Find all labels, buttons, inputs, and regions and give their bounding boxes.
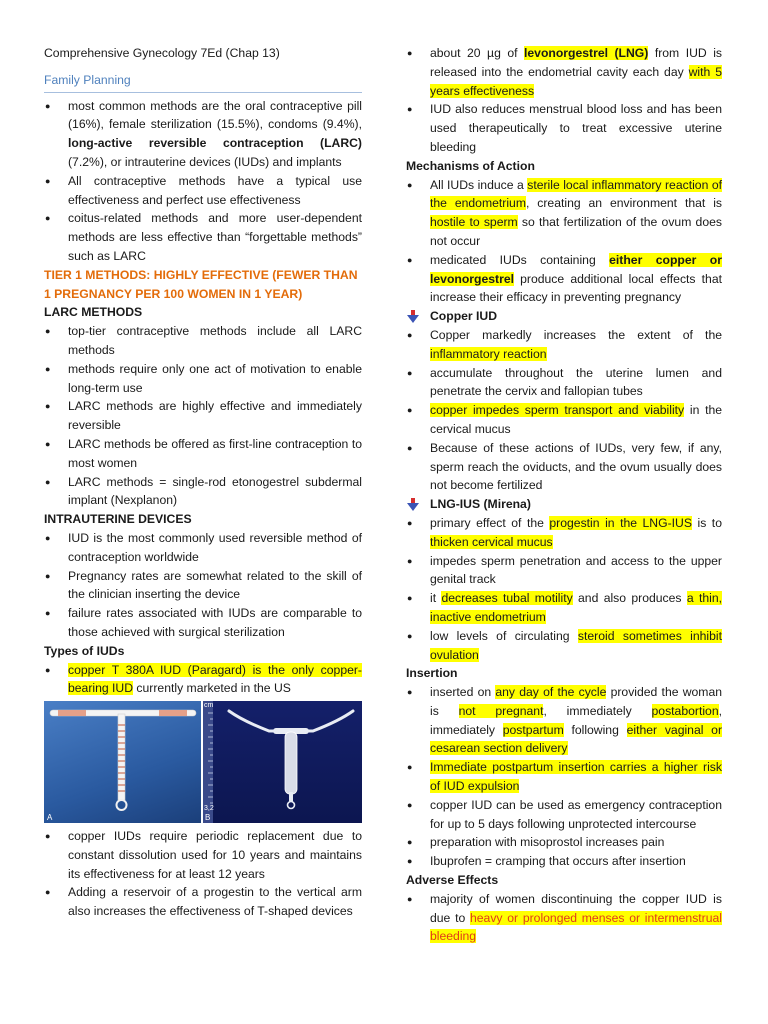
ruler-unit-label: cm bbox=[204, 702, 214, 710]
right-column bbox=[406, 44, 722, 946]
list-item: ● LARC methods = single-rod etonogestrel subdermal implant (Nexplanon) bbox=[44, 473, 362, 511]
insertion-list bbox=[406, 683, 722, 871]
figure-label-b: B bbox=[205, 813, 211, 823]
list-item: ● Pregnancy rates are somewhat related to the skill of the clinician inserting the device bbox=[44, 567, 362, 605]
types-list bbox=[44, 661, 362, 699]
list-item: ● it decreases tubal motility and also produces a thin, inactive endometrium bbox=[406, 589, 722, 627]
list-item: ● Ibuprofen = cramping that occurs after insertion bbox=[406, 852, 722, 871]
list-item: ● LARC methods are highly effective and immediately reversible bbox=[44, 397, 362, 435]
adverse-heading: Adverse Effects bbox=[406, 873, 499, 888]
moa-heading: Mechanisms of Action bbox=[406, 158, 535, 173]
list-item: ● primary effect of the progestin in the LNG-IUS is to thicken cervical mucus bbox=[406, 514, 722, 552]
list-item: ● Immediate postpartum insertion carries a higher risk of IUD expulsion bbox=[406, 758, 722, 796]
list-item: ● All IUDs induce a sterile local inflammatory reaction of the endometrium, creating an environment that is hostile to sperm so that fertilization of the ovum does not occur bbox=[406, 176, 722, 251]
lng-list bbox=[406, 44, 722, 157]
left-column bbox=[44, 44, 362, 921]
copper-list bbox=[406, 326, 722, 495]
types-list-continued bbox=[44, 827, 362, 921]
document-title: Comprehensive Gynecology 7Ed (Chap 13) bbox=[44, 46, 280, 60]
copper-t-iud-illustration bbox=[44, 701, 201, 823]
arrow-down-icon bbox=[407, 310, 419, 323]
larc-heading: LARC METHODS bbox=[44, 305, 143, 320]
arrow-down-icon bbox=[407, 498, 419, 511]
list-item: ● coitus-related methods and more user-dependent methods are less effective than “forgettable methods” such as LARC bbox=[44, 209, 362, 265]
list-item: ● failure rates associated with IUDs are comparable to those achieved with surgical sterilization bbox=[44, 604, 362, 642]
list-item: ● inserted on any day of the cycle provided the woman is not pregnant, immediately postabortion, immediately postpartum following either vaginal or cesarean section delivery bbox=[406, 683, 722, 758]
list-item: ● Copper markedly increases the extent of the inflammatory reaction bbox=[406, 326, 722, 364]
lng-ius-list bbox=[406, 514, 722, 664]
ruler-value-label: 3,2 bbox=[204, 805, 214, 813]
list-item: ● All contraceptive methods have a typical use effectiveness and perfect use effectiveness bbox=[44, 172, 362, 210]
adverse-list bbox=[406, 890, 722, 946]
types-heading: Types of IUDs bbox=[44, 643, 125, 658]
iud-figure bbox=[44, 701, 362, 823]
iud-heading: INTRAUTERINE DEVICES bbox=[44, 512, 192, 527]
list-item: ● IUD is the most commonly used reversible method of contraception worldwide bbox=[44, 529, 362, 567]
copper-iud-heading: Copper IUD bbox=[406, 307, 722, 326]
list-item: ● methods require only one act of motivation to enable long-term use bbox=[44, 360, 362, 398]
list-item: ● most common methods are the oral contraceptive pill (16%), female sterilization (15.5%), condoms (9.4%), long-active reversible contraception (LARC) (7.2%), or intrauterine devices (IUDs) and implants bbox=[44, 97, 362, 172]
list-item: ● copper IUDs require periodic replacement due to constant dissolution used for 10 years and maintains its effectiveness for at least 12 years bbox=[44, 827, 362, 883]
iud-list bbox=[44, 529, 362, 642]
lng-ius-heading: LNG-IUS (Mirena) bbox=[406, 495, 722, 514]
list-item: ● top-tier contraceptive methods include all LARC methods bbox=[44, 322, 362, 360]
list-item: ● majority of women discontinuing the copper IUD is due to heavy or prolonged menses or intermenstrual bleeding bbox=[406, 890, 722, 946]
larc-list bbox=[44, 322, 362, 510]
list-item: ● impedes sperm penetration and access to the upper genital track bbox=[406, 552, 722, 590]
copper-t-iud-image bbox=[44, 701, 201, 823]
list-item: ● copper impedes sperm transport and viability in the cervical mucus bbox=[406, 401, 722, 439]
intro-list bbox=[44, 97, 362, 266]
lng-ius-image bbox=[203, 701, 362, 823]
tier-heading: TIER 1 METHODS: HIGHLY EFFECTIVE (FEWER THAN 1 PREGNANCY PER 100 WOMEN IN 1 YEAR) bbox=[44, 267, 358, 301]
list-item: ● copper IUD can be used as emergency contraception for up to 5 days following unprotected intercourse bbox=[406, 796, 722, 834]
lng-ius-illustration bbox=[203, 701, 362, 823]
list-item: ● Adding a reservoir of a progestin to the vertical arm also increases the effectiveness of T-shaped devices bbox=[44, 883, 362, 921]
list-item: ● IUD also reduces menstrual blood loss and has been used therapeutically to treat excessive uterine bleeding bbox=[406, 100, 722, 156]
list-item: ● accumulate throughout the uterine lumen and penetrate the cervix and fallopian tubes bbox=[406, 364, 722, 402]
list-item: ● about 20 µg of levonorgestrel (LNG) from IUD is released into the endometrial cavity each day with 5 years effectiveness bbox=[406, 44, 722, 100]
insertion-heading: Insertion bbox=[406, 666, 458, 681]
list-item: ● preparation with misoprostol increases pain bbox=[406, 833, 722, 852]
list-item: ● medicated IUDs containing either copper or levonorgestrel produce additional local effects that increase their efficacy in preventing pregnancy bbox=[406, 251, 722, 307]
figure-label-a: A bbox=[47, 813, 53, 823]
moa-list bbox=[406, 176, 722, 308]
section-title: Family Planning bbox=[44, 71, 362, 93]
list-item: ● LARC methods be offered as first-line contraception to most women bbox=[44, 435, 362, 473]
list-item: ● copper T 380A IUD (Paragard) is the only copper-bearing IUD currently marketed in the US bbox=[44, 661, 362, 699]
list-item: ● Because of these actions of IUDs, very few, if any, sperm reach the oviducts, and the ovum usually does not become fertilized bbox=[406, 439, 722, 495]
list-item: ● low levels of circulating steroid sometimes inhibit ovulation bbox=[406, 627, 722, 665]
